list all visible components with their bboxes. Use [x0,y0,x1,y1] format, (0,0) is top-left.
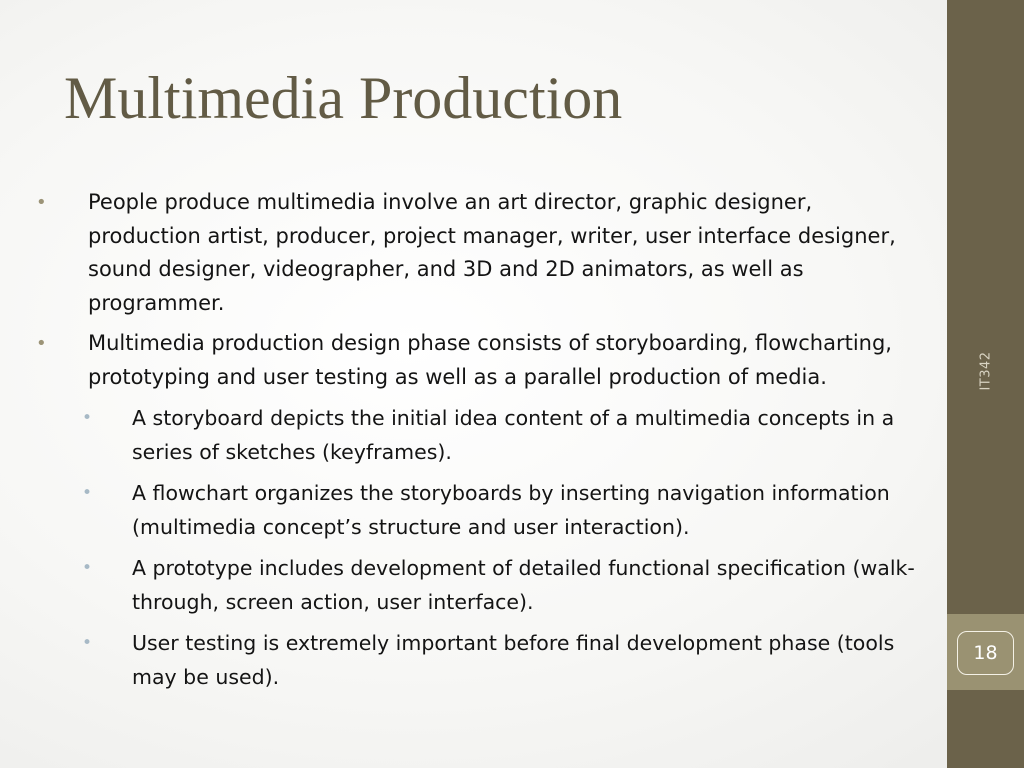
bullet-item [36,186,926,320]
sub-bullet-text: A prototype includes development of detailed functional specification (walk-through, screen action, user interface). [132,556,915,614]
sub-bullet-item [36,476,926,544]
sub-bullet-item [36,626,926,694]
bullet-list [36,186,926,701]
sub-bullet-text: User testing is extremely important before final development phase (tools may be used). [132,631,895,689]
course-code: IT342 [978,351,993,391]
slide-title: Multimedia Production [64,65,623,131]
page-number-box [947,614,1024,690]
sub-bullet-text: A storyboard depicts the initial idea content of a multimedia concepts in a series of sketches (keyframes). [132,406,895,464]
bullet-dot-icon: • [82,483,93,503]
bullet-text: People produce multimedia involve an art director, graphic designer, production artist, producer, project manager, writer, user interface designer, sound designer, videographer, and 3D and 2D animators, as well as programmer. [88,190,896,315]
sub-bullet-text: A flowchart organizes the storyboards by inserting navigation information (multimedia concept’s structure and user interaction). [132,481,890,539]
bullet-dot-icon: • [82,558,93,578]
page-number: 18 [973,642,998,664]
bullet-item [36,327,926,394]
bullet-dot-icon: • [36,192,47,213]
bullet-dot-icon: • [36,333,47,354]
sub-bullet-item [36,401,926,469]
bullet-text: Multimedia production design phase consists of storyboarding, flowcharting, prototyping and user testing as well as a parallel production of media. [88,331,892,389]
page-number-frame [957,631,1014,675]
sub-bullet-item [36,551,926,619]
bullet-dot-icon: • [82,408,93,428]
bullet-dot-icon: • [82,633,93,653]
